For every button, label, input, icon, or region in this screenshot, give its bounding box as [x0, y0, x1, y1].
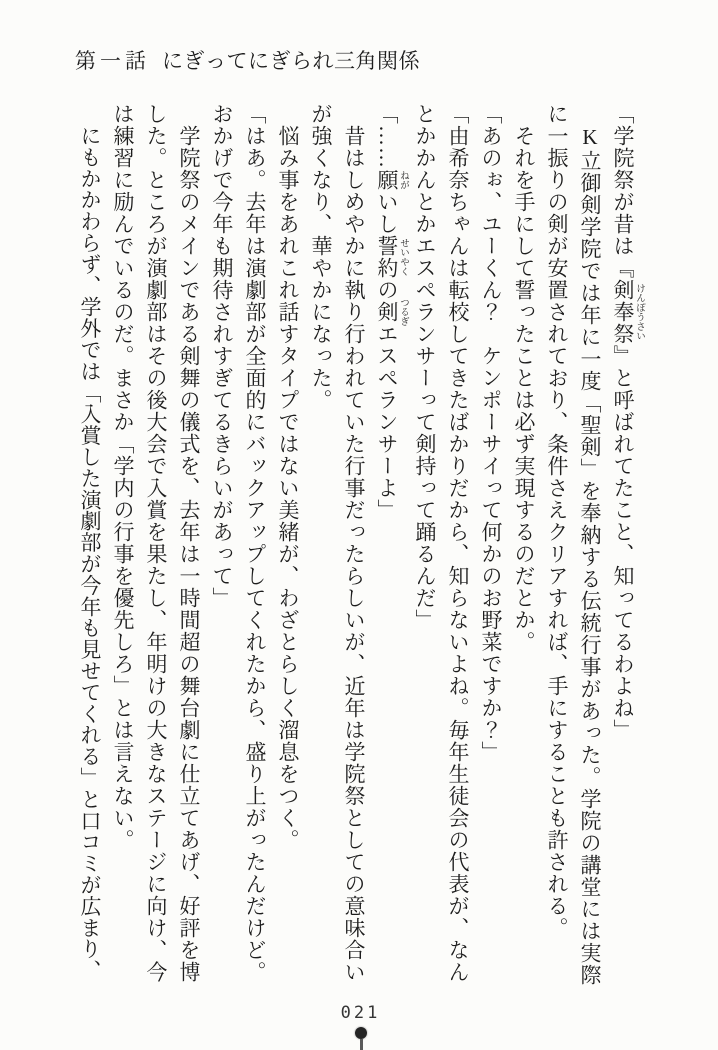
text-block	[73, 103, 644, 989]
paragraph-8	[271, 103, 304, 989]
paragraph-4	[474, 103, 507, 989]
text-run: 「……	[375, 103, 399, 169]
paragraph-5	[408, 103, 474, 989]
text-run: 』と呼ばれてたこと、知ってるわよね」	[611, 345, 635, 741]
text-run: それを手にして誓ったことは必ず実現するのだとか。	[512, 125, 536, 653]
ruby-annotated-text: 剣奉祭 けんぽうさい	[611, 279, 644, 345]
pin-stem	[360, 1039, 363, 1050]
paragraph-10	[106, 103, 205, 989]
chapter-header	[75, 45, 420, 75]
text-run: 立御剣学院では年に一度「聖剣」を奉納する伝統行事があった。学院の講堂には実際に一振りの剣が安置されており、条件さえクリアすれば、手にすることも許される。	[545, 103, 602, 986]
pin-dot-icon	[355, 1027, 367, 1039]
text-run: エスペランサーよ」	[375, 323, 399, 521]
text-run: 学院祭のメインである剣舞の儀式を、去年は一時間超の舞台劇に仕立てあげ、好評を博した。ところが演劇部はその後大会で入賞を果たし、年明けの大きなステージに向け、今は練習に励んでいるのだ。まさか「学内の行事を優先しろ」とは言えない。	[111, 103, 201, 983]
page-number: 021	[340, 1003, 381, 1023]
paragraph-9	[205, 103, 271, 989]
text-run: の	[375, 279, 399, 301]
ruby-annotated-text: 剣 つるぎ	[375, 297, 408, 327]
paragraph-7	[304, 103, 370, 989]
ruby-annotated-text: 願 ねが	[375, 169, 408, 191]
text-run: 「はあ。去年は演劇部が全面的にバックアップしてくれたから、盛り上がったんだけど。おかげで今年も期待されすぎてるきらいがあって」	[210, 103, 267, 983]
text-run: K	[578, 125, 602, 150]
paragraph-3	[507, 103, 540, 989]
page-pin-icon	[355, 1027, 367, 1050]
paragraph-2	[540, 103, 606, 989]
text-run: 「あのぉ、ユーくん？ ケンポーサイって何かのお野菜ですか？」	[479, 103, 503, 763]
paragraph-1	[606, 103, 644, 989]
text-run: いし	[375, 191, 399, 235]
paragraph-11	[73, 103, 106, 989]
text-run: 「由希奈ちゃんは転校してきたばかりだから、知らないよね。毎年生徒会の代表が、なんとかかんとかエスペランサーって剣持って踊るんだ」	[413, 103, 470, 983]
text-run: 悩み事をあれこれ話すタイプではない美緒が、わざとらしく溜息をつく。	[276, 125, 300, 851]
chapter-number: 第一話	[75, 49, 150, 73]
paragraph-6	[370, 103, 408, 989]
ruby-annotated-text: 誓約 せいやく	[375, 235, 408, 279]
text-run: にもかかわらず、学外では「入賞した演劇部が今年も見せてくれる」と口コミが広まり、	[78, 125, 102, 981]
text-run: 「学院祭が昔は『	[611, 103, 635, 279]
text-run: 昔はしめやかに執り行われていた行事だったらしいが、近年は学院祭としての意味合いが強くなり、華やかになった。	[309, 103, 366, 983]
chapter-title: にぎってにぎられ三角関係	[162, 49, 420, 73]
